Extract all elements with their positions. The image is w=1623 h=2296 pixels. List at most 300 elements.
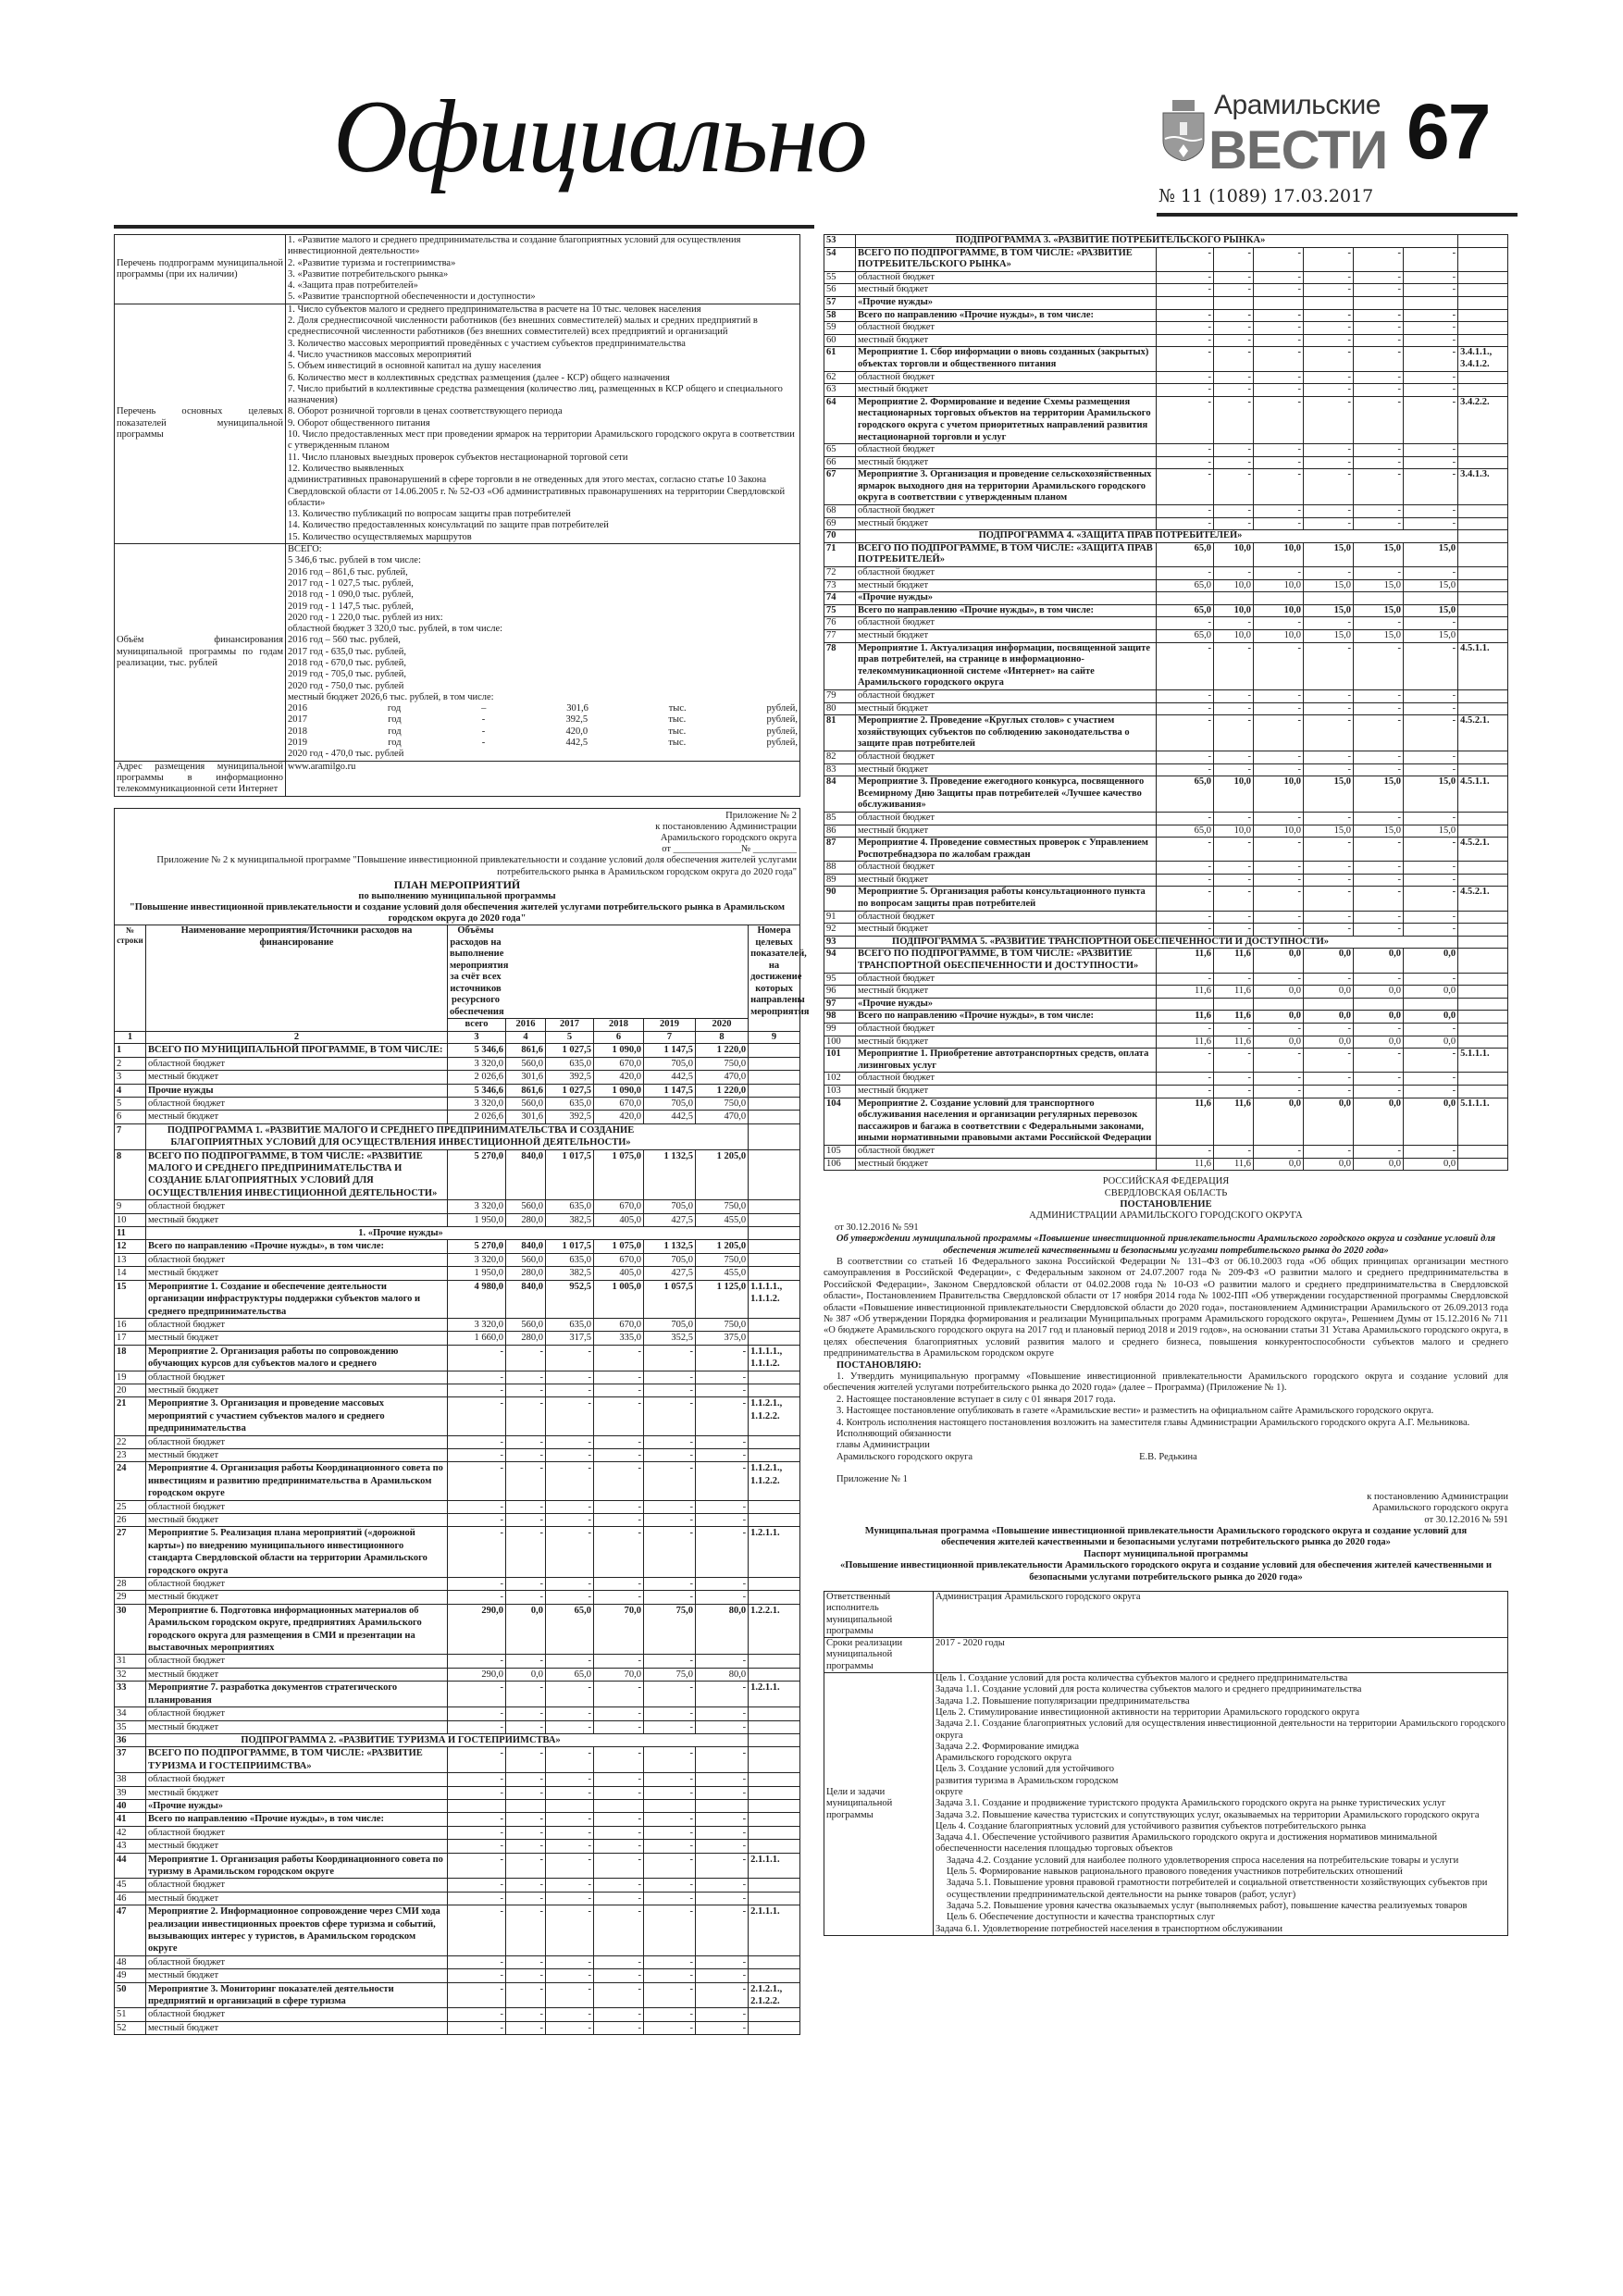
year-value: 705,0 (644, 1253, 696, 1266)
total-value: 4 980,0 (448, 1280, 506, 1318)
year-value: 382,5 (546, 1213, 594, 1226)
target-codes (1458, 911, 1508, 924)
year-value: - (1214, 617, 1254, 630)
header-year: 2016 (506, 1019, 546, 1032)
year-value: - (506, 1527, 546, 1578)
passport-line: Цель 1. Создание условий для роста количества субъектов малого и среднего предпринимательства (935, 1673, 1348, 1684)
item-name: местный бюджет (856, 1158, 1157, 1171)
year-value: - (546, 1500, 594, 1513)
item-name: местный бюджет (146, 1668, 448, 1681)
passport-line: Задача 6.1. Удовлетворение потребностей населения в транспортном обслуживании (935, 1923, 1282, 1934)
year-value: - (644, 1682, 696, 1707)
year-value: 405,0 (594, 1213, 644, 1226)
row-number: 74 (824, 592, 856, 605)
table-row (824, 838, 1508, 862)
table-row (824, 887, 1508, 911)
passport-program-name: «Повышение инвестиционной привлекательности Арамильского городского округа и создание условий для обеспечения жителей качественными и безопасными услугами потребительского рынка до 2020 года» (839, 1560, 1493, 1582)
table-row (824, 751, 1508, 763)
year-value: 75,0 (644, 1604, 696, 1655)
row-number: 54 (824, 247, 856, 271)
year-value: - (1304, 973, 1354, 986)
total-value: - (1157, 689, 1214, 702)
target-codes (1458, 296, 1508, 309)
row-number: 35 (115, 1720, 146, 1733)
year-value: 750,0 (696, 1253, 749, 1266)
year-value (1404, 998, 1458, 1011)
table-row (824, 973, 1508, 986)
table-row (115, 1747, 800, 1773)
plan-header-block (114, 808, 800, 925)
total-value: 2 026,6 (448, 1071, 506, 1084)
year-value: - (1404, 469, 1458, 505)
item-name: местный бюджет (856, 384, 1157, 397)
year-value: - (1354, 384, 1404, 397)
row-number: 23 (115, 1448, 146, 1461)
item-name: местный бюджет (146, 1786, 448, 1799)
target-codes (749, 1514, 800, 1527)
signatory-role: Исполняющий обязанности (836, 1429, 952, 1440)
year-value: 0,0 (1354, 1098, 1404, 1145)
year-value: 1 090,0 (594, 1044, 644, 1057)
target-codes (1458, 751, 1508, 763)
passport-title: Паспорт муниципальной программы (1084, 1548, 1248, 1559)
passport-line: www.aramilgo.ru (288, 761, 356, 772)
target-codes (749, 1044, 800, 1057)
year-value: - (1254, 862, 1304, 875)
funding-part: – (481, 703, 487, 714)
target-codes (1458, 271, 1508, 284)
year-value: - (546, 1853, 594, 1879)
total-value: - (1157, 271, 1214, 284)
year-value: - (696, 1462, 749, 1500)
total-value: - (1157, 284, 1214, 297)
section-title: ПОДПРОГРАММА 2. «РАЗВИТИЕ ТУРИЗМА И ГОСТЕПРИИМСТВА» (146, 1733, 749, 1746)
row-number: 103 (824, 1085, 856, 1098)
newspaper-name: ВЕСТИ (1208, 120, 1388, 180)
funding-part: рублей, (766, 726, 798, 737)
target-codes (749, 2021, 800, 2034)
table-row (824, 444, 1508, 457)
total-value: - (1157, 469, 1214, 505)
year-value: - (506, 1720, 546, 1733)
year-value: - (1214, 838, 1254, 862)
year-value: - (644, 1826, 696, 1839)
target-codes: 5.1.1.1. (1458, 1098, 1508, 1145)
year-value: - (1304, 751, 1354, 763)
year-value: 0,0 (1254, 1011, 1304, 1024)
year-value: 11,6 (1214, 1158, 1254, 1171)
year-value: - (546, 1655, 594, 1668)
section-title: Официально (333, 80, 866, 194)
total-value: - (1157, 887, 1214, 911)
header-row-number: № строки (115, 925, 146, 1032)
item-name: областной бюджет (146, 1371, 448, 1384)
target-codes (1458, 924, 1508, 937)
total-value: 1 950,0 (448, 1267, 506, 1280)
passport-line: 2. Доля среднесписочной численности работников (без внешних совместителей) малых и средних предприятий в среднесписочной численности работников (без внешних совместителей) всех предприятий и организаций (288, 316, 758, 338)
year-value: 670,0 (594, 1098, 644, 1111)
target-codes (1458, 371, 1508, 384)
target-codes (749, 1826, 800, 1839)
year-value: - (1214, 702, 1254, 715)
year-value: - (644, 1879, 696, 1892)
target-codes (1458, 1085, 1508, 1098)
section-title: ПОДПРОГРАММА 4. «ЗАЩИТА ПРАВ ПОТРЕБИТЕЛЕЙ» (856, 530, 1458, 543)
year-value: 635,0 (546, 1057, 594, 1070)
table-row (115, 1044, 800, 1057)
passport-label: Адрес размещения муниципальной программы в информационно телекоммуникационной сети Интернет (115, 761, 286, 796)
item-name: Мероприятие 4. Проведение совместных проверок с Управлением Роспотребнадзора по жалобам граждан (856, 838, 1157, 862)
item-name: Всего по направлению «Прочие нужды», в том числе: (146, 1813, 448, 1826)
row-number: 51 (115, 2008, 146, 2021)
year-value: - (1214, 862, 1254, 875)
row-number: 48 (115, 1955, 146, 1968)
year-value: - (1354, 617, 1404, 630)
item-name: Мероприятие 2. Формирование и ведение Схемы размещения нестационарных торговых объектов на территории Арамильского городского округа с учетом приоритетных направлений развития нестационарной торговли и услуг (856, 396, 1157, 443)
item-name: местный бюджет (146, 1448, 448, 1461)
year-value: 15,0 (1304, 542, 1354, 566)
funding-part: год (388, 738, 402, 749)
year-value: - (1404, 874, 1458, 887)
year-value: - (546, 1813, 594, 1826)
year-value: - (644, 1707, 696, 1720)
passport-row (115, 304, 800, 543)
target-codes (749, 1773, 800, 1786)
year-value: - (1354, 973, 1404, 986)
year-value (1304, 296, 1354, 309)
row-number: 66 (824, 456, 856, 469)
year-value: - (1304, 334, 1354, 347)
year-value: - (546, 1384, 594, 1396)
year-value: - (1214, 271, 1254, 284)
plan-subtitle: по выполнению муниципальной программы (358, 890, 556, 901)
item-name: местный бюджет (856, 517, 1157, 530)
year-value: - (1354, 396, 1404, 443)
target-codes (749, 1267, 800, 1280)
year-value (1254, 998, 1304, 1011)
item-name: областной бюджет (856, 862, 1157, 875)
total-value: - (448, 1720, 506, 1733)
year-value: - (644, 1514, 696, 1527)
year-value: 670,0 (594, 1318, 644, 1331)
year-value: 392,5 (546, 1071, 594, 1084)
year-value (546, 1799, 594, 1812)
total-value: - (448, 1826, 506, 1839)
total-value: - (448, 1853, 506, 1879)
year-value: 427,5 (644, 1267, 696, 1280)
total-value: 65,0 (1157, 542, 1214, 566)
year-value: - (1304, 1145, 1354, 1158)
year-value: - (1354, 444, 1404, 457)
target-codes (1458, 986, 1508, 999)
year-value: - (1404, 567, 1458, 580)
year-value: 705,0 (644, 1200, 696, 1213)
year-value: - (506, 1707, 546, 1720)
year-value: - (696, 1840, 749, 1853)
year-value (1304, 998, 1354, 1011)
year-value: 705,0 (644, 1057, 696, 1070)
year-value: - (1404, 347, 1458, 371)
row-number: 27 (115, 1527, 146, 1578)
year-value: - (1404, 517, 1458, 530)
year-value: - (506, 1892, 546, 1905)
codes-cell (749, 1123, 800, 1149)
year-value: - (594, 1514, 644, 1527)
row-number: 84 (824, 776, 856, 813)
item-name: ВСЕГО ПО ПОДПРОГРАММЕ, В ТОМ ЧИСЛЕ: «ЗАЩИТА ПРАВ ПОТРЕБИТЕЛЕЙ» (856, 542, 1157, 566)
target-codes (749, 1084, 800, 1097)
passport-line: 7. Число прибытий в коллективные средства размещения (количество лиц, размещенных в КСР общего и специального назначения) (288, 383, 783, 406)
item-name: Всего по направлению «Прочие нужды», в том числе: (856, 1011, 1157, 1024)
year-value: - (1254, 751, 1304, 763)
year-value: - (506, 1813, 546, 1826)
year-value: - (594, 1682, 644, 1707)
item-name: областной бюджет (146, 2008, 448, 2021)
year-value: 635,0 (546, 1098, 594, 1111)
item-name: Мероприятие 2. Проведение «Круглых столов» с участием хозяйствующих субъектов по соблюдению законодательства о защите прав потребителей (856, 715, 1157, 751)
year-value: 10,0 (1254, 579, 1304, 592)
target-codes (1458, 998, 1508, 1011)
table-row (115, 1668, 800, 1681)
year-value: - (506, 1500, 546, 1513)
year-value: - (1254, 309, 1304, 322)
funding-part: рублей, (766, 703, 798, 714)
year-value: 0,0 (1304, 1158, 1354, 1171)
target-codes (1458, 542, 1508, 566)
year-value: 65,0 (546, 1604, 594, 1655)
year-value: 11,6 (1214, 986, 1254, 999)
total-value: - (1157, 334, 1214, 347)
year-value: - (1214, 924, 1254, 937)
year-value: - (696, 1969, 749, 1982)
table-row (824, 862, 1508, 875)
table-row (115, 1253, 800, 1266)
year-value: 0,0 (1254, 1158, 1304, 1171)
item-name: местный бюджет (856, 456, 1157, 469)
year-value: - (546, 1786, 594, 1799)
year-value: - (1354, 347, 1404, 371)
table-row (824, 542, 1508, 566)
codes-cell (1458, 936, 1508, 949)
year-value: - (1404, 1085, 1458, 1098)
table-row (115, 1527, 800, 1578)
year-value: 750,0 (696, 1057, 749, 1070)
year-value: - (644, 1982, 696, 2008)
year-value: - (1404, 371, 1458, 384)
funding-part: рублей, (766, 738, 798, 749)
row-number: 96 (824, 986, 856, 999)
total-value (448, 1799, 506, 1812)
target-codes: 4.5.1.1. (1458, 776, 1508, 813)
year-value: - (1354, 567, 1404, 580)
year-value: - (1354, 271, 1404, 284)
target-codes (1458, 604, 1508, 617)
funding-part: 392,5 (565, 714, 588, 726)
year-value: - (1354, 1085, 1404, 1098)
year-value: - (1214, 973, 1254, 986)
year-value: - (1254, 702, 1304, 715)
total-value: - (1157, 715, 1214, 751)
passport-line: 14. Количество предоставленных консультаций по защите прав потребителей (288, 520, 609, 531)
target-codes (749, 1435, 800, 1448)
year-value: - (1304, 715, 1354, 751)
year-value: 670,0 (594, 1200, 644, 1213)
row-number: 100 (824, 1036, 856, 1049)
year-value: - (1354, 874, 1404, 887)
row-number: 12 (115, 1240, 146, 1253)
year-value (594, 1799, 644, 1812)
year-value: - (546, 1982, 594, 2008)
year-value: - (1404, 396, 1458, 443)
section-title: ПОДПРОГРАММА 3. «РАЗВИТИЕ ПОТРЕБИТЕЛЬСКОГО РЫНКА» (856, 235, 1458, 248)
total-value: 3 320,0 (448, 1057, 506, 1070)
year-value: - (1214, 444, 1254, 457)
year-value: - (1404, 247, 1458, 271)
year-value: - (1304, 567, 1354, 580)
year-value: 15,0 (1304, 825, 1354, 838)
item-name: областной бюджет (856, 1145, 1157, 1158)
row-number: 61 (824, 347, 856, 371)
year-value: - (1304, 702, 1354, 715)
year-value: - (644, 1773, 696, 1786)
passport-label: Перечень подпрограмм муниципальной программы (при их наличии) (115, 235, 286, 304)
year-value: - (506, 1655, 546, 1668)
item-name: областной бюджет (146, 1655, 448, 1668)
year-value: - (1354, 1024, 1404, 1036)
target-codes (1458, 1158, 1508, 1171)
item-name: местный бюджет (146, 1332, 448, 1345)
passport-label: Объём финансирования муниципальной программы по годам реализации, тыс. рублей (115, 544, 286, 762)
table-row (824, 812, 1508, 825)
year-value: 301,6 (506, 1071, 546, 1084)
year-value: - (594, 2008, 644, 2021)
item-name: областной бюджет (856, 1073, 1157, 1086)
row-number: 18 (115, 1345, 146, 1371)
passport-line: 9. Оборот общественного питания (288, 417, 430, 428)
year-value: - (506, 1448, 546, 1461)
target-codes (1458, 1011, 1508, 1024)
target-codes (1458, 1073, 1508, 1086)
year-value: - (644, 1747, 696, 1773)
year-value: - (644, 1853, 696, 1879)
year-value: - (1254, 924, 1304, 937)
row-number: 92 (824, 924, 856, 937)
year-value: - (1404, 911, 1458, 924)
year-value: - (594, 1853, 644, 1879)
passport-label: Перечень основных целевых показателей муниципальной программы (115, 304, 286, 543)
item-name: местный бюджет (856, 874, 1157, 887)
year-value: 0,0 (1404, 1098, 1458, 1145)
year-value: - (546, 1840, 594, 1853)
year-value: - (1254, 874, 1304, 887)
passport-line: Задача 4.1. Обеспечение устойчивого развития Арамильского городского округа и достижения нормативов минимальной обеспеченности населения площадью торговых объектов (935, 1832, 1438, 1855)
total-value: - (448, 1905, 506, 1956)
year-value: 75,0 (644, 1668, 696, 1681)
row-number: 65 (824, 444, 856, 457)
year-value: 470,0 (696, 1111, 749, 1123)
passport-line: 2016 год – 861,6 тыс. рублей, (288, 566, 408, 577)
item-name: Прочие нужды (146, 1084, 448, 1097)
year-value: - (546, 1345, 594, 1371)
year-value: - (1304, 284, 1354, 297)
year-value: - (1404, 838, 1458, 862)
year-value: 455,0 (696, 1213, 749, 1226)
table-row (115, 1773, 800, 1786)
year-value: - (1304, 617, 1354, 630)
table-row (115, 1111, 800, 1123)
target-codes (1458, 456, 1508, 469)
year-value: - (506, 1786, 546, 1799)
row-number: 57 (824, 296, 856, 309)
item-name: местный бюджет (856, 763, 1157, 776)
table-row (824, 396, 1508, 443)
passport-line: Задача 5.1. Повышение уровня правовой грамотности потребителей и социальной ответственности хозяйствующих субъектов при осуществлении предпринимательской деятельности на рынке товаров (работ, услуг) (947, 1878, 1488, 1900)
year-value: - (1354, 309, 1404, 322)
target-codes (1458, 825, 1508, 838)
table-row (115, 1955, 800, 1968)
table-row (824, 296, 1508, 309)
year-value (1214, 998, 1254, 1011)
resolution-item: 1. Утвердить муниципальную программу «Повышение инвестиционной привлекательности Арамильского городского округа и создание условий для обеспечения жителей услугами потребительского рынка до 2020 года» (далее – Программа) (Приложение № 1). (824, 1371, 1508, 1394)
row-number: 30 (115, 1604, 146, 1655)
year-value: - (1214, 567, 1254, 580)
row-number: 70 (824, 530, 856, 543)
target-codes (1458, 1145, 1508, 1158)
total-value: - (1157, 642, 1214, 689)
year-value: - (594, 1345, 644, 1371)
row-number: 62 (824, 371, 856, 384)
year-value: 750,0 (696, 1098, 749, 1111)
year-value: 560,0 (506, 1318, 546, 1331)
passport-line: 10. Число предоставленных мест при проведении ярмарок на территории Арамильского городского округа в соответствии с утвержденным планом (288, 429, 795, 452)
passport-line: 2. «Развитие туризма и гостеприимства» (288, 257, 456, 268)
total-value: - (448, 1840, 506, 1853)
year-value: - (1214, 1049, 1254, 1073)
year-value: - (644, 1905, 696, 1956)
table-row (824, 592, 1508, 605)
target-codes (749, 1591, 800, 1604)
year-value: - (1354, 505, 1404, 518)
item-name: областной бюджет (146, 1773, 448, 1786)
target-codes (749, 1149, 800, 1200)
row-number: 2 (115, 1057, 146, 1070)
row-number: 67 (824, 469, 856, 505)
target-codes (1458, 284, 1508, 297)
passport-line: 12. Количество выявленных (288, 463, 404, 474)
year-value: 0,0 (1354, 1036, 1404, 1049)
year-value: 280,0 (506, 1332, 546, 1345)
funding-line (288, 726, 798, 738)
year-value: 317,5 (546, 1332, 594, 1345)
total-value: - (1157, 838, 1214, 862)
year-value: - (1354, 456, 1404, 469)
item-name: Всего по направлению «Прочие нужды», в том числе: (856, 604, 1157, 617)
passport-row (115, 235, 800, 304)
item-name: местный бюджет (856, 630, 1157, 643)
year-value: 1 220,0 (696, 1044, 749, 1057)
target-codes (749, 1071, 800, 1084)
year-value: - (594, 1879, 644, 1892)
year-value: - (696, 2008, 749, 2021)
row-number: 90 (824, 887, 856, 911)
year-value: 1 027,5 (546, 1084, 594, 1097)
year-value: - (1354, 334, 1404, 347)
year-value: 10,0 (1254, 542, 1304, 566)
passport-line: Цель 2. Стимулирование инвестиционной активности на территории Арамильского городского округа (935, 1706, 1360, 1718)
item-name: Мероприятие 5. Реализация плана мероприятий («дорожной карты») по внедрению муниципального инвестиционного стандарта Свердловской области на территории Арамильского городского округа (146, 1527, 448, 1578)
target-codes (749, 1668, 800, 1681)
row-number: 7 (115, 1123, 146, 1149)
